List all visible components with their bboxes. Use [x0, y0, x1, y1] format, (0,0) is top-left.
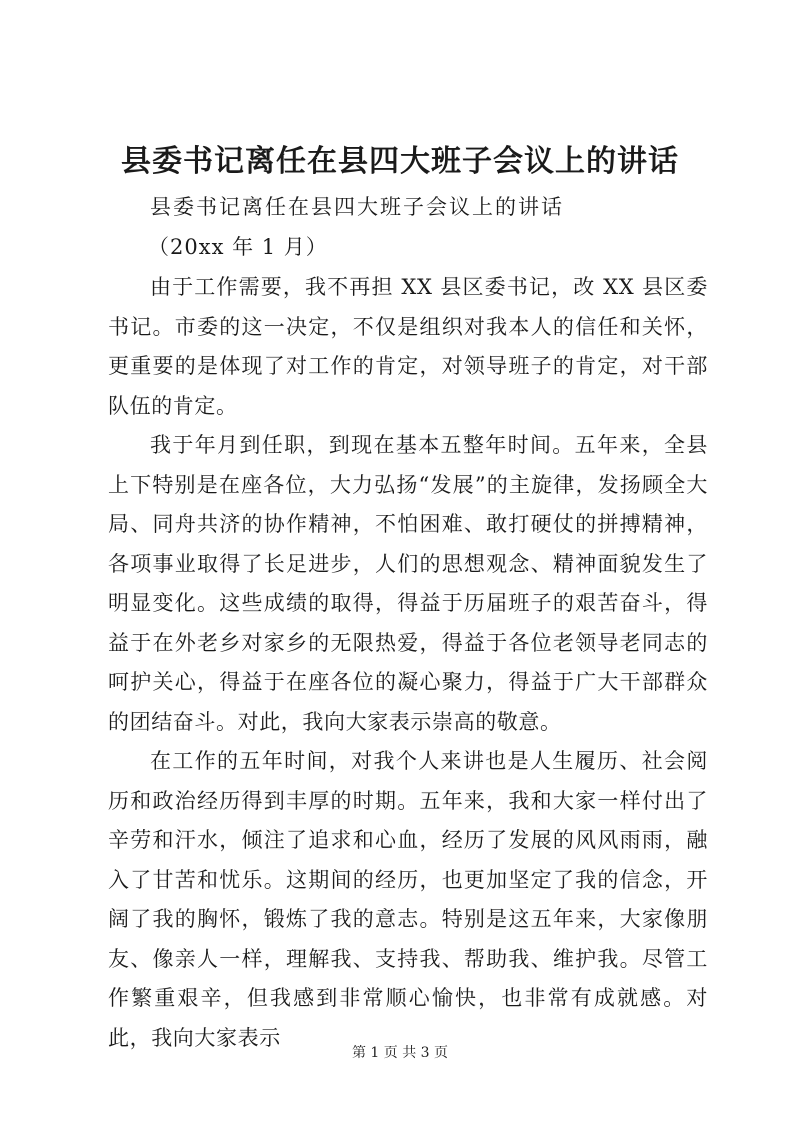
- document-body: [108, 268, 708, 1058]
- page-number-footer: 第 1 页 共 3 页: [351, 1045, 449, 1061]
- body-paragraph: 由于工作需要，我不再担 XX 县区委书记，改 XX 县区委书记。市委的这一决定，不仅是组织对我本人的信任和关怀，更重要的是体现了对工作的肯定，对领导班子的肯定，对干部队伍的肯定。: [108, 275, 708, 418]
- body-paragraph: 我于年月到任职，到现在基本五整年时间。五年来，全县上下特别是在座各位，大力弘扬“发展”的主旋律，发扬顾全大局、同舟共济的协作精神，不怕困难、敢打硬仗的拼搏精神，各项事业取得了长足进步，人们的思想观念、精神面貌发生了明显变化。这些成绩的取得，得益于历届班子的艰苦奋斗，得益于在外老乡对家乡的无限热爱，得益于各位老领导老同志的呵护关心，得益于在座各位的凝心聚力，得益于广大干部群众的团结奋斗。对此，我向大家表示崇高的敬意。: [108, 433, 708, 734]
- body-paragraph: 在工作的五年时间，对我个人来讲也是人生履历、社会阅历和政治经历得到丰厚的时期。五年来，我和大家一样付出了辛劳和汗水，倾注了追求和心血，经历了发展的风风雨雨，融入了甘苦和忧乐。这期间的经历，也更加坚定了我的信念，开阔了我的胸怀，锻炼了我的意志。特别是这五年来，大家像朋友、像亲人一样，理解我、支持我、帮助我、维护我。尽管工作繁重艰辛，但我感到非常顺心愉快，也非常有成就感。对此，我向大家表示: [108, 749, 708, 1050]
- document-date: （20xx 年 1 月）: [148, 235, 328, 259]
- document-subtitle: 县委书记离任在县四大班子会议上的讲话: [150, 195, 564, 219]
- document-title: 县委书记离任在县四大班子会议上的讲话: [121, 144, 679, 179]
